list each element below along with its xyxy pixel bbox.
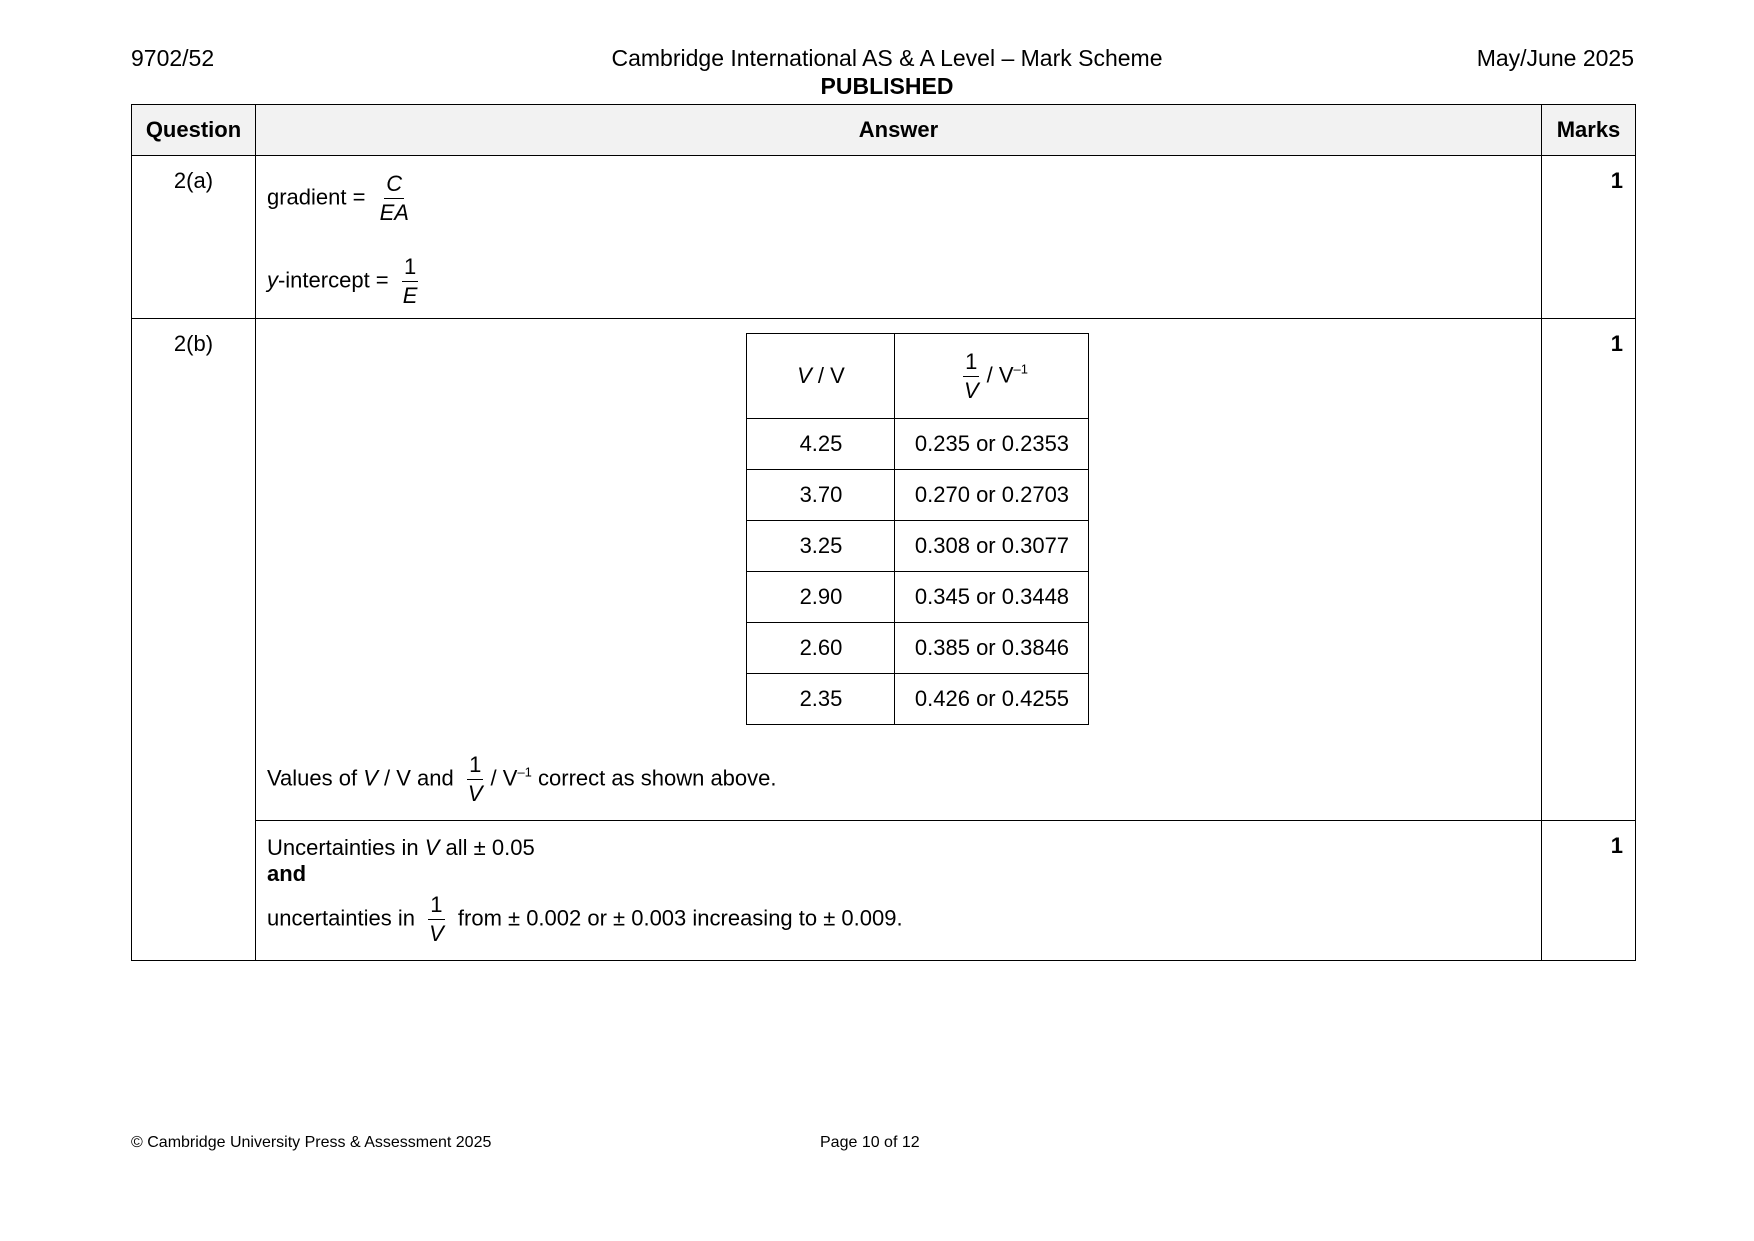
answer-cell xyxy=(255,821,1541,961)
data-row xyxy=(747,674,1089,725)
uncertainty-text: Uncertainties in xyxy=(266,835,419,860)
marks-value: 1 xyxy=(1542,156,1636,319)
data-row xyxy=(747,521,1089,572)
table-header-row xyxy=(132,105,1636,156)
uncertainty-text: from ± 0.002 or ± 0.003 increasing to ± 0.009. xyxy=(457,905,903,931)
voltage-value: 4.25 xyxy=(747,419,895,470)
title-text: Cambridge International AS & A Level – Mark Scheme xyxy=(611,45,1163,71)
table-row xyxy=(132,156,1636,319)
y-intercept-label: -intercept = xyxy=(277,267,389,293)
fraction-numerator: C xyxy=(384,172,404,199)
question-number: 2(a) xyxy=(132,156,256,319)
y-variable: y xyxy=(266,267,278,293)
inverse-voltage-column-header xyxy=(895,334,1089,419)
voltage-column-header xyxy=(747,334,895,419)
fraction-denominator: V xyxy=(467,781,483,806)
data-row xyxy=(747,470,1089,521)
voltage-value: 2.90 xyxy=(747,572,895,623)
fraction-numerator: 1 xyxy=(428,893,444,920)
data-table-header xyxy=(747,334,1089,419)
voltage-value: 3.25 xyxy=(747,521,895,572)
values-text: Values of xyxy=(266,765,358,791)
inverse-voltage-value: 0.385 or 0.3846 xyxy=(895,623,1089,674)
marks-header: Marks xyxy=(1542,105,1636,156)
voltage-value: 2.60 xyxy=(747,623,895,674)
values-statement xyxy=(267,753,1541,806)
fraction-denominator: EA xyxy=(379,200,409,225)
y-intercept-expression xyxy=(267,255,1541,308)
v-variable: V xyxy=(363,765,378,791)
answer-header: Answer xyxy=(255,105,1541,156)
fraction-denominator: E xyxy=(402,283,418,308)
marks-value: 1 xyxy=(1542,821,1636,961)
unit-exponent: –1 xyxy=(1013,360,1029,376)
data-row xyxy=(747,572,1089,623)
mark-scheme-table xyxy=(131,104,1636,961)
inverse-voltage-value: 0.235 or 0.2353 xyxy=(895,419,1089,470)
unit-exponent: –1 xyxy=(517,764,532,780)
page-number: Page 10 of 12 xyxy=(820,1134,920,1151)
values-text: correct as shown above. xyxy=(538,765,777,791)
gradient-label: gradient = xyxy=(266,184,366,210)
uncertainty-text: all ± 0.05 xyxy=(445,835,535,860)
data-row xyxy=(747,419,1089,470)
answer-cell xyxy=(255,319,1541,821)
uncertainty-statement xyxy=(267,835,1541,861)
fraction-numerator: 1 xyxy=(963,350,979,377)
published-label: PUBLISHED xyxy=(820,73,954,99)
exam-session: May/June 2025 xyxy=(1476,45,1634,71)
uncertainty-text: uncertainties in xyxy=(266,905,415,931)
y-intercept-fraction xyxy=(401,255,420,308)
marks-value: 1 xyxy=(1542,319,1636,821)
voltage-data-table xyxy=(746,333,1089,725)
inverse-voltage-value: 0.345 or 0.3448 xyxy=(895,572,1089,623)
paper-code: 9702/52 xyxy=(131,45,215,71)
copyright-notice: © Cambridge University Press & Assessment 2025 xyxy=(131,1134,492,1151)
fraction-denominator: V xyxy=(429,921,444,946)
voltage-value: 3.70 xyxy=(747,470,895,521)
inverse-voltage-value: 0.308 or 0.3077 xyxy=(895,521,1089,572)
table-row xyxy=(132,319,1636,821)
data-row xyxy=(747,623,1089,674)
table-row xyxy=(132,821,1636,961)
v-unit: / V xyxy=(811,363,845,388)
inverse-v-fraction xyxy=(427,893,446,946)
question-header: Question xyxy=(132,105,256,156)
gradient-fraction xyxy=(378,172,411,225)
inverse-voltage-value: 0.426 or 0.4255 xyxy=(895,674,1089,725)
answer-cell xyxy=(255,156,1541,319)
gradient-expression xyxy=(267,172,1541,225)
inverse-v-fraction xyxy=(962,350,981,403)
voltage-value: 2.35 xyxy=(747,674,895,725)
values-text: / V and xyxy=(377,765,454,791)
v-variable: V xyxy=(797,363,812,388)
question-number: 2(b) xyxy=(132,319,256,961)
fraction-numerator: 1 xyxy=(467,753,483,780)
fraction-numerator: 1 xyxy=(402,255,418,282)
and-connector: and xyxy=(266,861,307,886)
inverse-v-fraction xyxy=(466,753,485,806)
inverse-uncertainty-statement xyxy=(267,893,1541,946)
v-variable: V xyxy=(424,835,440,860)
fraction-denominator: V xyxy=(963,377,979,403)
values-unit: / V xyxy=(490,765,518,791)
inverse-v-unit: / V xyxy=(986,361,1014,387)
inverse-voltage-value: 0.270 or 0.2703 xyxy=(895,470,1089,521)
